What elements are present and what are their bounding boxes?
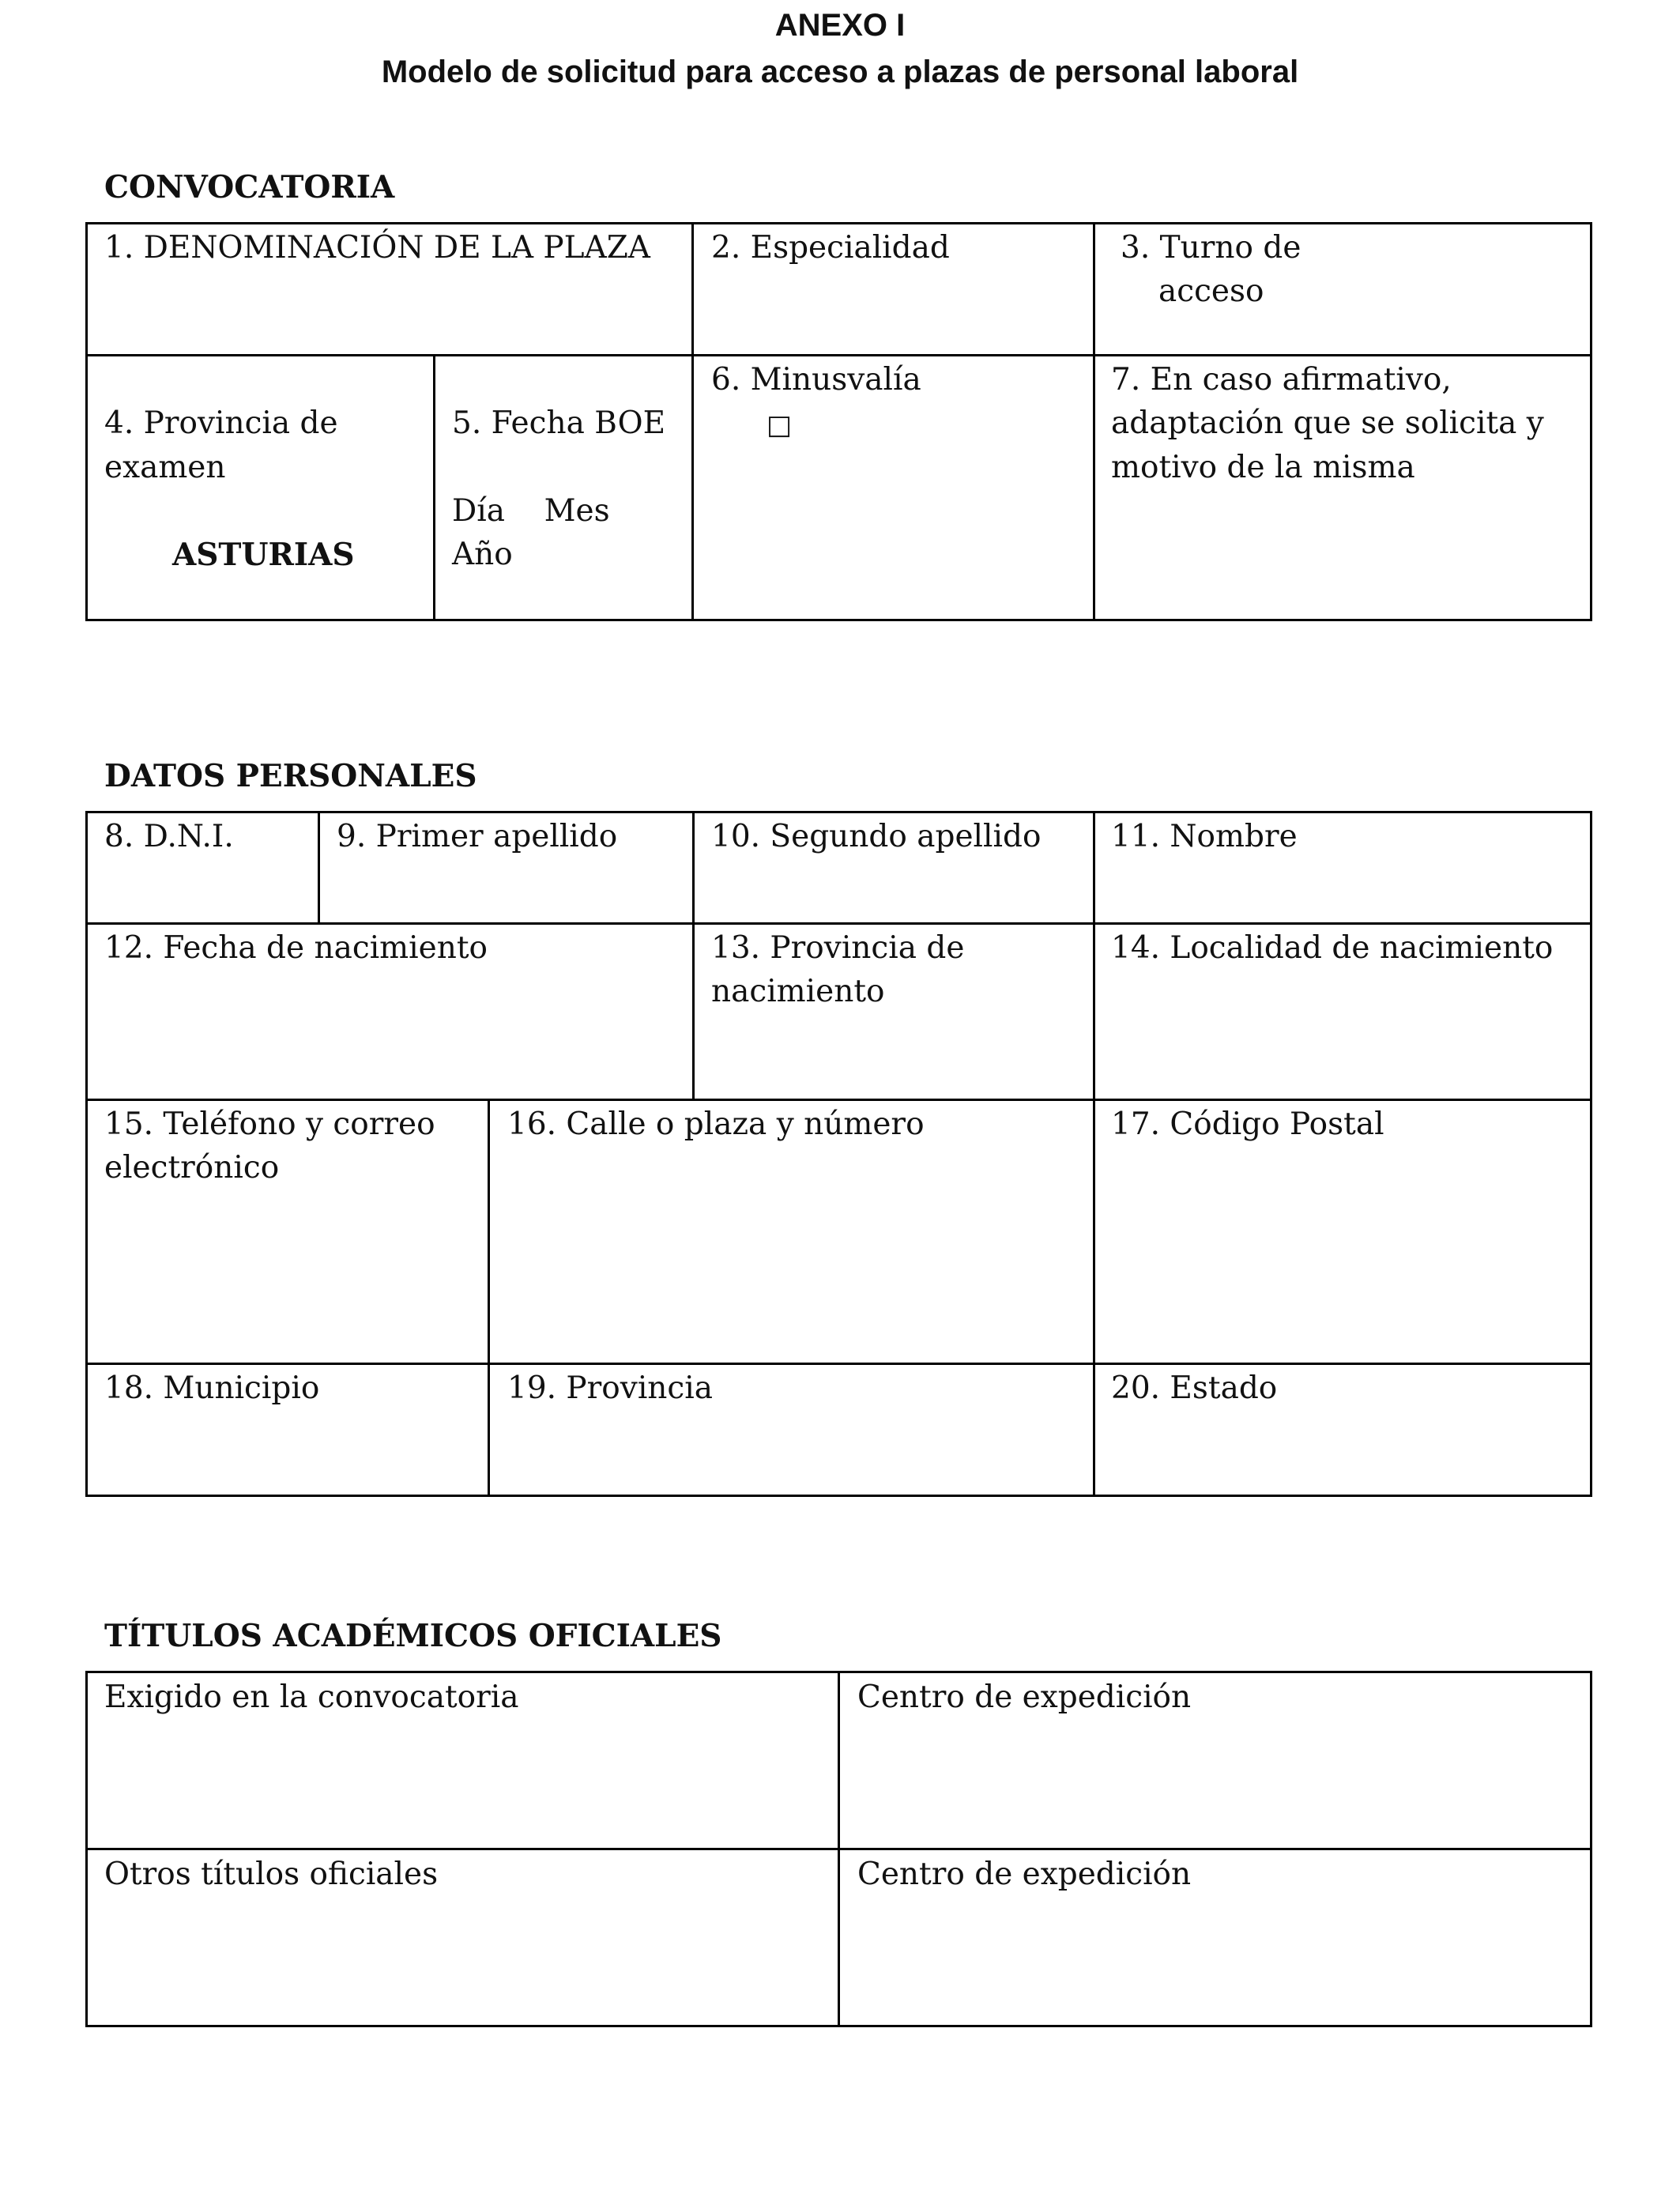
field-provincia-examen: 4. Provincia de xyxy=(104,405,338,441)
table-border xyxy=(85,811,88,1497)
field-fecha-nacimiento[interactable]: 12. Fecha de nacimiento xyxy=(104,930,488,966)
table-border xyxy=(85,1495,1592,1497)
table-border xyxy=(85,1671,88,2027)
field-calle-numero[interactable]: 16. Calle o plaza y número xyxy=(507,1106,925,1142)
field-provincia-nacimiento-cont: nacimiento xyxy=(711,974,885,1009)
table-border xyxy=(488,1099,490,1497)
field-otros-titulos[interactable]: Otros títulos oficiales xyxy=(104,1857,439,1892)
section-title-convocatoria: CONVOCATORIA xyxy=(104,169,395,205)
field-segundo-apellido[interactable]: 10. Segundo apellido xyxy=(711,819,1042,854)
fecha-boe-dia-mes: Día Mes xyxy=(452,493,610,529)
field-adaptacion-cont: motivo de la misma xyxy=(1111,450,1415,485)
field-nombre[interactable]: 11. Nombre xyxy=(1111,819,1298,854)
field-adaptacion[interactable]: 7. En caso afirmativo, xyxy=(1111,362,1452,398)
table-border xyxy=(691,222,694,621)
field-primer-apellido[interactable]: 9. Primer apellido xyxy=(337,819,618,854)
field-provincia[interactable]: 19. Provincia xyxy=(507,1370,713,1406)
field-turno-acceso-cont: acceso xyxy=(1158,273,1264,309)
field-dni[interactable]: 8. D.N.I. xyxy=(104,819,234,854)
field-denominacion-plaza[interactable]: 1. DENOMINACIÓN DE LA PLAZA xyxy=(104,230,650,266)
annex-title: ANEXO I xyxy=(774,8,906,43)
table-border xyxy=(1590,811,1592,1497)
table-border xyxy=(85,1363,1592,1365)
table-border xyxy=(85,222,88,621)
form-subtitle: Modelo de solicitud para acceso a plazas de personal laboral xyxy=(381,55,1299,89)
field-telefono-correo[interactable]: 15. Teléfono y correo xyxy=(104,1106,435,1142)
table-border xyxy=(85,222,1592,224)
field-fecha-boe[interactable]: 5. Fecha BOE xyxy=(452,405,666,441)
field-provincia-nacimiento[interactable]: 13. Provincia de xyxy=(711,930,965,966)
table-border xyxy=(692,811,695,1101)
minusvalia-checkbox[interactable]: □ xyxy=(767,409,793,441)
table-border xyxy=(85,1099,1592,1101)
field-turno-acceso[interactable]: 3. Turno de xyxy=(1121,230,1301,266)
table-border xyxy=(1590,1671,1592,2027)
table-border xyxy=(85,922,1592,925)
field-estado[interactable]: 20. Estado xyxy=(1111,1370,1278,1406)
field-municipio[interactable]: 18. Municipio xyxy=(104,1370,320,1406)
table-border xyxy=(1093,222,1095,621)
table-border xyxy=(1093,811,1095,1497)
field-codigo-postal[interactable]: 17. Código Postal xyxy=(1111,1106,1384,1142)
table-border xyxy=(318,811,320,925)
field-provincia-examen-cont: examen xyxy=(104,450,226,485)
table-border xyxy=(85,354,1592,356)
table-border xyxy=(85,619,1592,621)
table-border xyxy=(838,1671,840,2027)
field-centro-expedicion-1[interactable]: Centro de expedición xyxy=(857,1679,1192,1715)
section-title-titulos: TÍTULOS ACADÉMICOS OFICIALES xyxy=(104,1618,722,1654)
table-border xyxy=(85,811,1592,813)
field-telefono-correo-cont: electrónico xyxy=(104,1150,280,1186)
field-centro-expedicion-2[interactable]: Centro de expedición xyxy=(857,1857,1192,1892)
fecha-boe-ano: Año xyxy=(452,537,513,572)
section-title-datos-personales: DATOS PERSONALES xyxy=(104,758,477,794)
field-titulo-exigido[interactable]: Exigido en la convocatoria xyxy=(104,1679,519,1715)
field-adaptacion-cont: adaptación que se solicita y xyxy=(1111,405,1544,441)
field-minusvalia: 6. Minusvalía xyxy=(711,362,921,398)
field-especialidad[interactable]: 2. Especialidad xyxy=(711,230,950,266)
table-border xyxy=(1590,222,1592,621)
table-border xyxy=(433,354,435,621)
field-localidad-nacimiento[interactable]: 14. Localidad de nacimiento xyxy=(1111,930,1554,966)
provincia-examen-value: ASTURIAS xyxy=(172,537,355,573)
